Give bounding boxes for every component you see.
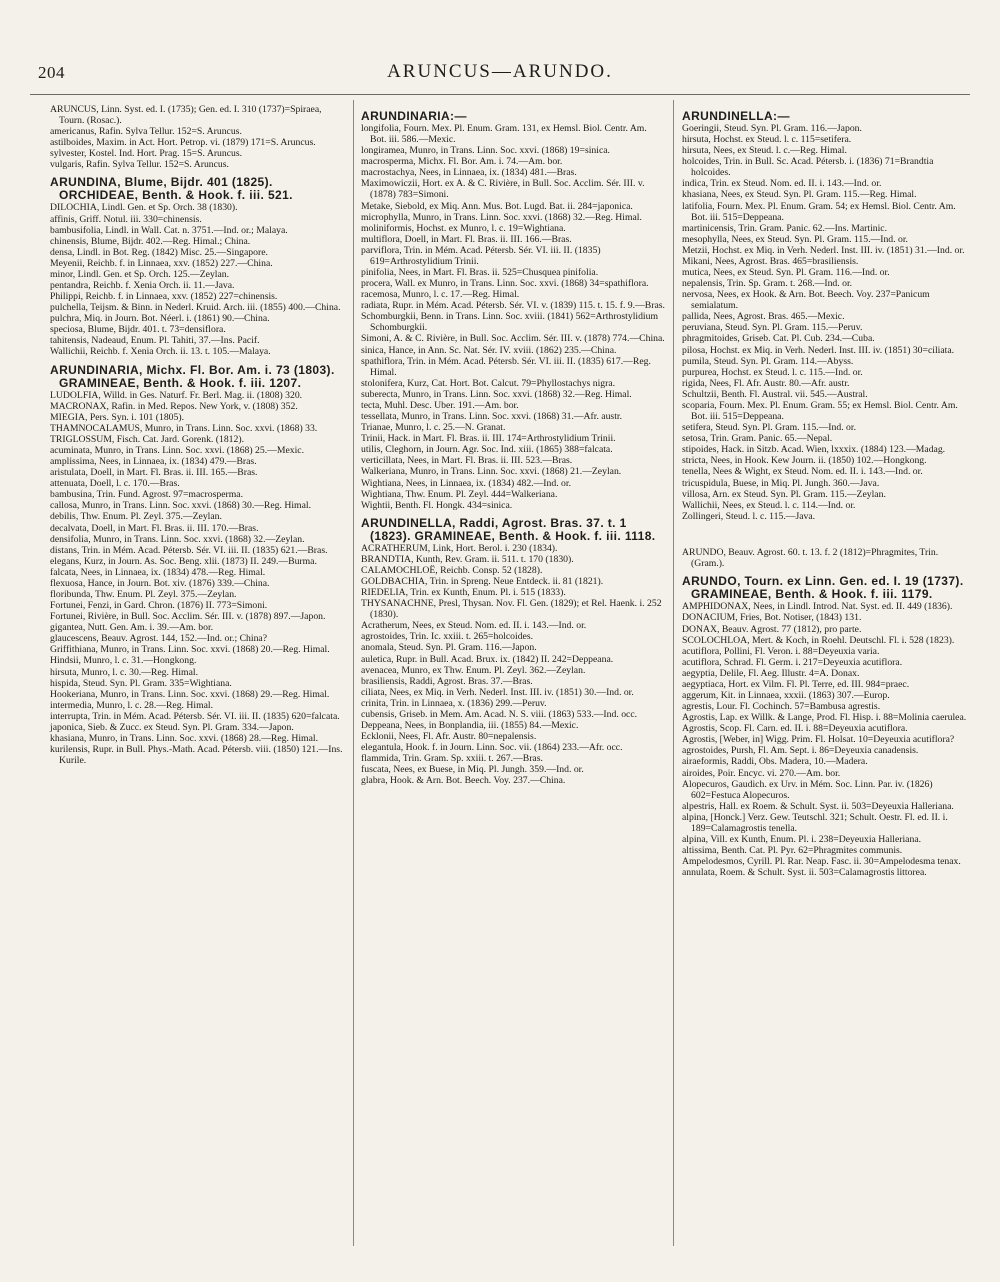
column-divider <box>353 100 354 1246</box>
index-entry: setosa, Trin. Gram. Panic. 65.—Nepal. <box>682 433 833 445</box>
index-entry: pumila, Steud. Syn. Pl. Gram. 114.—Abyss. <box>682 355 854 367</box>
index-entry: racemosa, Munro, l. c. 17.—Reg. Himal. <box>361 289 520 301</box>
index-entry: nervosa, Nees, ex Hook. & Arn. Bot. Beech. Voy. 237=Panicum semialatum. <box>682 289 930 312</box>
index-entry: floribunda, Thw. Enum. Pl. Zeyl. 375.—Zeylan. <box>50 588 237 600</box>
genus-heading: ARUNDO, Tourn. ex Linn. Gen. ed. I. 19 (1737). GRAMINEAE, Benth. & Hook. f. iii. 1179. <box>682 574 964 602</box>
index-entry: speciosa, Blume, Bijdr. 401. t. 73=densiflora. <box>50 324 226 336</box>
index-entry: aggerum, Kit. in Linnaea, xxxii. (1863) 307.—Europ. <box>682 689 890 701</box>
index-entry: elegans, Kurz, in Journ. As. Soc. Beng. xlii. (1873) II. 249.—Burma. <box>50 555 317 567</box>
index-entry: macrosperma, Michx. Fl. Bor. Am. i. 74.—Am. bor. <box>361 156 563 168</box>
index-entry: japonica, Sieb. & Zucc. ex Steud. Syn. Pl. Gram. 334.—Japon. <box>50 721 294 733</box>
index-entry: DILOCHIA, Lindl. Gen. et Sp. Orch. 38 (1830). <box>50 202 238 214</box>
index-entry: Agrostis, Lap. ex Willk. & Lange, Prod. Fl. Hisp. i. 88=Molinia caerulea. <box>682 712 967 724</box>
index-entry: hirsuta, Hochst. ex Steud. l. c. 115=setifera. <box>682 134 852 146</box>
index-entry: rigida, Nees, Fl. Afr. Austr. 80.—Afr. austr. <box>682 377 850 389</box>
index-entry: multiflora, Doell, in Mart. Fl. Bras. ii. III. 166.—Bras. <box>361 233 572 245</box>
genus-heading: ARUNDINARIA:— <box>361 109 467 123</box>
index-entry: spathiflora, Trin. in Mém. Acad. Pétersb. Sér. VI. iii. II. (1835) 617.—Reg. Himal. <box>361 355 651 378</box>
index-entry: ciliata, Nees, ex Miq. in Verh. Nederl. Inst. III. iv. (1851) 30.—Ind. or. <box>361 686 634 698</box>
index-entry: glaucescens, Beauv. Agrost. 144, 152.—Ind. or.; China? <box>50 633 268 645</box>
index-entry: Wallichii, Nees, ex Steud. l. c. 114.—Ind. or. <box>682 499 856 511</box>
index-entry: sylvester, Kostel. Ind. Hort. Prag. 15=S. Aruncus. <box>50 148 243 160</box>
index-entry: pentandra, Reichb. f. Xenia Orch. ii. 11.—Java. <box>50 280 235 292</box>
index-entry: stricta, Nees, in Hook. Kew Journ. ii. (1850) 102.—Hongkong. <box>682 455 927 467</box>
index-entry: Fortunei, Fenzi, in Gard. Chron. (1876) II. 773=Simoni. <box>50 600 268 612</box>
index-entry: Alopecuros, Gaudich. ex Urv. in Mém. Soc. Linn. Par. iv. (1826) 602=Festuca Alopecuros. <box>682 778 933 801</box>
index-entry: flexuosa, Hance, in Journ. Bot. xiv. (1876) 339.—China. <box>50 577 270 589</box>
index-entry: hirsuta, Munro, l. c. 30.—Reg. Himal. <box>50 666 198 678</box>
index-entry: CALAMOCHLOË, Reichb. Consp. 52 (1828). <box>361 564 543 576</box>
index-entry: elegantula, Hook. f. in Journ. Linn. Soc. vii. (1864) 233.—Afr. occ. <box>361 742 623 754</box>
index-entry: acutiflora, Pollini, Fl. Veron. i. 88=Deyeuxia varia. <box>682 645 880 657</box>
index-entry: Ampelodesmos, Cyrill. Pl. Rar. Neap. Fasc. ii. 30=Ampelodesma tenax. <box>682 856 961 868</box>
index-entry: falcata, Nees, in Linnaea, ix. (1834) 478.—Reg. Himal. <box>50 566 266 578</box>
index-entry: THYSANACHNE, Presl, Thysan. Nov. Fl. Gen. (1829); et Rel. Haenk. i. 252 (1830). <box>361 598 662 621</box>
index-entry: attenuata, Doell, l. c. 170.—Bras. <box>50 478 180 490</box>
index-entry: pinifolia, Nees, in Mart. Fl. Bras. ii. 525=Chusquea pinifolia. <box>361 267 599 279</box>
index-entry: Hindsii, Munro, l. c. 31.—Hongkong. <box>50 655 197 667</box>
index-entry: tecta, Muhl. Desc. Uber. 191.—Am. bor. <box>361 399 519 411</box>
index-entry: Acratherum, Nees, ex Steud. Nom. ed. II. i. 143.—Ind. or. <box>361 620 587 632</box>
index-entry: Schultzii, Benth. Fl. Austral. vii. 545.—Austral. <box>682 388 868 400</box>
index-entry: khasiana, Munro, in Trans. Linn. Soc. xxvi. (1868) 28.—Reg. Himal. <box>50 732 319 744</box>
index-entry: GOLDBACHIA, Trin. in Spreng. Neue Entdeck. ii. 81 (1821). <box>361 575 604 587</box>
page-number: 204 <box>38 63 65 82</box>
index-entry: tessellata, Munro, in Trans. Linn. Soc. xxvi. (1868) 31.—Afr. austr. <box>361 411 623 423</box>
index-entry: aristulata, Doell, in Mart. Fl. Bras. ii. III. 165.—Bras. <box>50 467 258 479</box>
index-entry: agrostoides, Trin. Ic. xxiii. t. 265=holcoides. <box>361 631 534 643</box>
index-entry: Trinii, Hack. in Mart. Fl. Bras. ii. III. 174=Arthrostylidium Trinii. <box>361 433 616 445</box>
index-entry: THAMNOCALAMUS, Munro, in Trans. Linn. Soc. xxvi. (1868) 33. <box>50 422 318 434</box>
index-entry: altissima, Benth. Cat. Pl. Pyr. 62=Phragmites communis. <box>682 845 903 857</box>
index-entry: peruviana, Steud. Syn. Pl. Gram. 115.—Peruv. <box>682 322 863 334</box>
genus-heading: ARUNDINELLA, Raddi, Agrost. Bras. 37. t. 1 (1823). GRAMINEAE, Benth. & Hook. f. iii. 1118. <box>361 515 656 543</box>
index-entry: cubensis, Griseb. in Mem. Am. Acad. N. S. viii. (1863) 533.—Ind. occ. <box>361 708 638 720</box>
index-entry: pulchella, Teijsm. & Binn. in Nederl. Kruid. Arch. iii. (1855) 400.—China. <box>50 302 341 314</box>
index-entry: procera, Wall. ex Munro, in Trans. Linn. Soc. xxvi. (1868) 34=spathiflora. <box>361 278 649 290</box>
index-entry: nepalensis, Trin. Sp. Gram. t. 268.—Ind. or. <box>682 278 853 290</box>
index-entry: LUDOLFIA, Willd. in Ges. Naturf. Fr. Berl. Mag. ii. (1808) 320. <box>50 389 303 401</box>
index-entry: microphylla, Munro, in Trans. Linn. Soc. xxvi. (1868) 32.—Reg. Himal. <box>361 211 642 223</box>
index-entry: bambusifolia, Lindl. in Wall. Cat. n. 3751.—Ind. or.; Malaya. <box>50 224 288 236</box>
genus-heading: ARUNDINA, Blume, Bijdr. 401 (1825). ORCHIDEAE, Benth. & Hook. f. iii. 521. <box>50 175 293 203</box>
index-entry: RIEDELIA, Trin. ex Kunth, Enum. Pl. i. 515 (1833). <box>361 587 566 599</box>
index-entry: longifolia, Fourn. Mex. Pl. Enum. Gram. 131, ex Hemsl. Biol. Centr. Am. Bot. iii. 586.—Mexic. <box>361 123 647 146</box>
index-entry: MACRONAX, Rafin. in Med. Repos. New York, v. (1808) 352. <box>50 400 298 412</box>
index-entry: villosa, Arn. ex Steud. Syn. Pl. Gram. 115.—Zeylan. <box>682 488 886 500</box>
index-entry: Trianae, Munro, l. c. 25.—N. Granat. <box>361 422 506 434</box>
text-column-middle <box>361 104 665 786</box>
genus-heading: ARUNDINARIA, Michx. Fl. Bor. Am. i. 73 (1803). GRAMINEAE, Benth. & Hook. f. iii. 1207. <box>50 362 335 390</box>
index-entry: ARUNCUS, Linn. Syst. ed. I. (1735); Gen. ed. I. 310 (1737)=Spiraea, Tourn. (Rosac.). <box>50 104 322 127</box>
index-entry: decalvata, Doell, in Mart. Fl. Bras. ii. III. 170.—Bras. <box>50 522 259 534</box>
index-entry: crinita, Trin. in Linnaea, x. (1836) 299.—Peruv. <box>361 697 547 709</box>
index-entry: chinensis, Blume, Bijdr. 402.—Reg. Himal.; China. <box>50 235 251 247</box>
header-rule <box>30 94 970 95</box>
index-entry: indica, Trin. ex Steud. Nom. ed. II. i. 143.—Ind. or. <box>682 178 882 190</box>
index-entry: Agrostis, Scop. Fl. Carn. ed. II. i. 88=Deyeuxia acutiflora. <box>682 723 908 735</box>
index-entry: airaeformis, Raddi, Obs. Madera, 10.—Madera. <box>682 756 868 768</box>
index-entry: distans, Trin. in Mém. Acad. Pétersb. Sér. VI. iii. II. (1835) 621.—Bras. <box>50 544 328 556</box>
index-entry: auletica, Rupr. in Bull. Acad. Brux. ix. (1842) II. 242=Deppeana. <box>361 653 614 665</box>
index-entry: aegyptia, Delile, Fl. Aeg. Illustr. 4=A. Donax. <box>682 667 860 679</box>
index-entry: ACRATHERUM, Link, Hort. Berol. i. 230 (1834). <box>361 542 558 554</box>
index-entry: hispida, Steud. Syn. Pl. Gram. 335=Wightiana. <box>50 677 232 689</box>
index-entry: affinis, Griff. Notul. iii. 330=chinensis. <box>50 213 202 225</box>
index-entry: purpurea, Hochst. ex Steud. l. c. 115.—Ind. or. <box>682 366 863 378</box>
index-entry: Schomburgkii, Benn. in Trans. Linn. Soc. xviii. (1841) 562=Arthrostylidium Schomburgkii. <box>361 311 658 334</box>
index-entry: bambusina, Trin. Fund. Agrost. 97=macrosperma. <box>50 489 244 501</box>
index-entry: glabra, Hook. & Arn. Bot. Beech. Voy. 237.—China. <box>361 775 566 787</box>
index-entry: Wallichii, Reichb. f. Xenia Orch. ii. 13. t. 105.—Malaya. <box>50 346 271 358</box>
index-entry: agrostoides, Pursh, Fl. Am. Sept. i. 86=Deyeuxia canadensis. <box>682 745 919 757</box>
index-entry: Meyenii, Reichb. f. in Linnaea, xxv. (1852) 227.—China. <box>50 257 273 269</box>
index-entry: astilboides, Maxim. in Act. Hort. Petrop. vi. (1879) 171=S. Aruncus. <box>50 137 316 149</box>
index-entry: ARUNDO, Beauv. Agrost. 60. t. 13. f. 2 (1812)=Phragmites, Trin. (Gram.). <box>682 547 939 570</box>
index-entry: MIEGIA, Pers. Syn. i. 101 (1805). <box>50 411 185 423</box>
index-entry: minor, Lindl. Gen. et Sp. Orch. 125.—Zeylan. <box>50 268 230 280</box>
index-entry: tricuspidula, Buese, in Miq. Pl. Jungh. 360.—Java. <box>682 477 880 489</box>
index-entry: AMPHIDONAX, Nees, in Lindl. Introd. Nat. Syst. ed. II. 449 (1836). <box>682 601 953 613</box>
index-entry: stolonifera, Kurz, Cat. Hort. Bot. Calcut. 79=Phyllostachys nigra. <box>361 377 616 389</box>
index-entry: TRIGLOSSUM, Fisch. Cat. Jard. Gorenk. (1812). <box>50 433 245 445</box>
text-column-right <box>682 104 972 878</box>
index-entry: tenella, Nees & Wight, ex Steud. Nom. ed. II. i. 143.—Ind. or. <box>682 466 923 478</box>
index-entry: DONAX, Beauv. Agrost. 77 (1812), pro parte. <box>682 623 862 635</box>
index-entry: mesophylla, Nees, ex Steud. Syn. Pl. Gram. 115.—Ind. or. <box>682 233 908 245</box>
index-entry: verticillata, Nees, in Mart. Fl. Bras. ii. III. 523.—Bras. <box>361 455 573 467</box>
index-entry: Philippi, Reichb. f. in Linnaea, xxv. (1852) 227=chinensis. <box>50 291 278 303</box>
index-entry: gigantea, Nutt. Gen. Am. i. 39.—Am. bor. <box>50 622 214 634</box>
index-entry: SCOLOCHLOA, Mert. & Koch, in Roehl. Deutschl. Fl. i. 528 (1823). <box>682 634 955 646</box>
index-entry: Goeringii, Steud. Syn. Pl. Gram. 116.—Japon. <box>682 123 862 134</box>
index-entry: latifolia, Fourn. Mex. Pl. Enum. Gram. 54; ex Hemsl. Biol. Centr. Am. Bot. iii. 515=Deppeana. <box>682 200 956 223</box>
index-entry: sinica, Hance, in Ann. Sc. Nat. Sér. IV. xviii. (1862) 235.—China. <box>361 344 617 356</box>
index-entry: suberecta, Munro, in Trans. Linn. Soc. xxvi. (1868) 32.—Reg. Himal. <box>361 388 632 400</box>
index-entry: brasiliensis, Raddi, Agrost. Bras. 37.—Bras. <box>361 675 533 687</box>
index-entry: Hookeriana, Munro, in Trans. Linn. Soc. xxvi. (1868) 29.—Reg. Himal. <box>50 688 330 700</box>
index-entry: setifera, Steud. Syn. Pl. Gram. 115.—Ind. or. <box>682 422 856 434</box>
index-entry: annulata, Roem. & Schult. Syst. ii. 503=Calamagrostis littorea. <box>682 867 927 879</box>
index-entry: airoides, Poir. Encyc. vi. 270.—Am. bor. <box>682 767 841 779</box>
index-entry: Wightii, Benth. Fl. Hongk. 434=sinica. <box>361 499 513 511</box>
index-entry: Maximowiczii, Hort. ex A. & C. Rivière, in Bull. Soc. Acclim. Sér. III. v. (1878) 783=Simoni. <box>361 178 645 201</box>
index-entry: holcoides, Trin. in Bull. Sc. Acad. Pétersb. i. (1836) 71=Brandtia holcoides. <box>682 156 934 179</box>
index-entry: densa, Lindl. in Bot. Reg. (1842) Misc. 25.—Singapore. <box>50 246 268 258</box>
index-entry: interrupta, Trin. in Mém. Acad. Pétersb. Sér. VI. iii. II. (1835) 620=falcata. <box>50 710 340 722</box>
index-entry: pulchra, Miq. in Journ. Bot. Néerl. i. (1861) 90.—China. <box>50 313 270 325</box>
index-entry: parviflora, Trin. in Mém. Acad. Pétersb. Sér. VI. iii. II. (1835) 619=Arthrostylidium Trinii. <box>361 244 601 267</box>
index-entry: Griffithiana, Munro, in Trans. Linn. Soc. xxvi. (1868) 20.—Reg. Himal. <box>50 644 330 656</box>
index-entry: callosa, Munro, in Trans. Linn. Soc. xxvi. (1868) 30.—Reg. Himal. <box>50 500 312 512</box>
running-title: ARUNCUS—ARUNDO. <box>387 61 613 82</box>
index-entry: vulgaris, Rafin. Sylva Tellur. 152=S. Aruncus. <box>50 159 229 171</box>
index-entry: avenacea, Munro, ex Thw. Enum. Pl. Zeyl. 362.—Zeylan. <box>361 664 586 676</box>
index-entry: fuscata, Nees, ex Buese, in Miq. Pl. Jungh. 359.—Ind. or. <box>361 764 584 776</box>
index-entry: debilis, Thw. Enum. Pl. Zeyl. 375.—Zeylan. <box>50 511 222 523</box>
index-entry: macrostachya, Nees, in Linnaea, ix. (1834) 481.—Bras. <box>361 167 577 179</box>
index-entry: Metzii, Hochst. ex Miq. in Verh. Nederl. Inst. III. iv. (1851) 31.—Ind. or. <box>682 244 965 256</box>
index-entry: alpina, Vill. ex Kunth, Enum. Pl. i. 238=Deyeuxia Halleriana. <box>682 833 922 845</box>
index-entry: Agrostis, [Weber, in] Wigg. Prim. Fl. Holsat. 10=Deyeuxia acutiflora? <box>682 734 955 746</box>
index-entry: tahitensis, Nadeaud, Enum. Pl. Tahiti, 37.—Ins. Pacif. <box>50 335 260 347</box>
index-entry: mutica, Nees, ex Steud. Syn. Pl. Gram. 116.—Ind. or. <box>682 267 890 279</box>
index-entry: DONACIUM, Fries, Bot. Notiser, (1843) 131. <box>682 612 862 624</box>
index-entry: Mikani, Nees, Agrost. Bras. 465=brasiliensis. <box>682 255 859 267</box>
index-entry: acuminata, Munro, in Trans. Linn. Soc. xxvi. (1868) 25.—Mexic. <box>50 444 305 456</box>
index-entry: kurilensis, Rupr. in Bull. Phys.-Math. Acad. Pétersb. viii. (1850) 121.—Ins. Kurile. <box>50 744 343 767</box>
index-entry: alpestris, Hall. ex Roem. & Schult. Syst. ii. 503=Deyeuxia Halleriana. <box>682 800 954 812</box>
index-entry: phragmitoides, Griseb. Cat. Pl. Cub. 234.—Cuba. <box>682 333 875 345</box>
index-entry: scoparia, Fourn. Mex. Pl. Enum. Gram. 55; ex Hemsl. Biol. Centr. Am. Bot. iii. 515=Deppeana. <box>682 399 958 423</box>
index-entry: Metake, Siebold, ex Miq. Ann. Mus. Bot. Lugd. Bat. ii. 284=japonica. <box>361 200 633 212</box>
column-divider <box>673 100 674 1246</box>
index-entry: Wightiana, Thw. Enum. Pl. Zeyl. 444=Walkeriana. <box>361 488 558 500</box>
index-entry: Zollingeri, Steud. l. c. 115.—Java. <box>682 510 816 522</box>
index-entry: moliniformis, Hochst. ex Munro, l. c. 19=Wightiana. <box>361 222 566 234</box>
index-entry: Fortunei, Rivière, in Bull. Soc. Acclim. Sér. III. v. (1878) 897.—Japon. <box>50 611 326 623</box>
index-entry: Deppeana, Nees, in Bonplandia, iii. (1855) 84.—Mexic. <box>361 719 579 731</box>
index-entry: pallida, Nees, Agrost. Bras. 465.—Mexic. <box>682 311 845 323</box>
index-entry: radiata, Rupr. in Mém. Acad. Pétersb. Sér. VI. v. (1839) 115. t. 15. f. 9.—Bras. <box>361 300 665 312</box>
index-entry: aegyptiaca, Hort. ex Vilm. Fl. Pl. Terre, ed. III. 984=praec. <box>682 678 910 690</box>
index-entry: Wightiana, Nees, in Linnaea, ix. (1834) 482.—Ind. or. <box>361 477 571 489</box>
index-entry: americanus, Rafin. Sylva Tellur. 152=S. Aruncus. <box>50 126 242 138</box>
index-entry: BRANDTIA, Kunth, Rev. Gram. ii. 511. t. 170 (1830). <box>361 553 574 565</box>
index-entry: anomala, Steud. Syn. Pl. Gram. 116.—Japon. <box>361 642 537 654</box>
index-entry: Walkeriana, Munro, in Trans. Linn. Soc. xxvi. (1868) 21.—Zeylan. <box>361 466 622 478</box>
index-entry: flammida, Trin. Gram. Sp. xxiii. t. 267.—Bras. <box>361 753 543 765</box>
index-entry: utilis, Cleghorn, in Journ. Agr. Soc. Ind. xiii. (1865) 388=falcata. <box>361 444 613 456</box>
index-entry: stipoides, Hack. in Sitzb. Acad. Wien, lxxxix. (1884) 123.—Madag. <box>682 444 946 456</box>
index-entry: Simoni, A. & C. Rivière, in Bull. Soc. Acclim. Sér. III. v. (1878) 774.—China. <box>361 333 665 345</box>
index-entry: pilosa, Hochst. ex Miq. in Verh. Nederl. Inst. III. iv. (1851) 30=ciliata. <box>682 344 955 356</box>
index-entry: khasiana, Nees, ex Steud. Syn. Pl. Gram. 115.—Reg. Himal. <box>682 189 917 201</box>
text-column-left <box>50 104 346 766</box>
spacer <box>682 532 972 538</box>
index-entry: amplissima, Nees, in Linnaea, ix. (1834) 479.—Bras. <box>50 456 257 468</box>
index-entry: acutiflora, Schrad. Fl. Germ. i. 217=Deyeuxia acutiflora. <box>682 656 903 668</box>
index-entry: agrestis, Lour. Fl. Cochinch. 57=Bambusa agrestis. <box>682 701 881 713</box>
index-entry: longiramea, Munro, in Trans. Linn. Soc. xxvi. (1868) 19=sinica. <box>361 145 610 157</box>
index-entry: alpina, [Honck.] Verz. Gew. Teutschl. 321; Schult. Oestr. Fl. ed. II. i. 189=Calamagrostis tenella. <box>682 811 948 834</box>
genus-heading: ARUNDINELLA:— <box>682 109 790 123</box>
index-entry: intermedia, Munro, l. c. 28.—Reg. Himal. <box>50 699 214 711</box>
index-entry: hirsuta, Nees, ex Steud. l. c.—Reg. Himal. <box>682 145 847 157</box>
index-entry: densifolia, Munro, in Trans. Linn. Soc. xxvi. (1868) 32.—Zeylan. <box>50 533 305 545</box>
index-entry: martinicensis, Trin. Gram. Panic. 62.—Ins. Martinic. <box>682 222 888 234</box>
index-entry: Ecklonii, Nees, Fl. Afr. Austr. 80=nepalensis. <box>361 731 537 743</box>
